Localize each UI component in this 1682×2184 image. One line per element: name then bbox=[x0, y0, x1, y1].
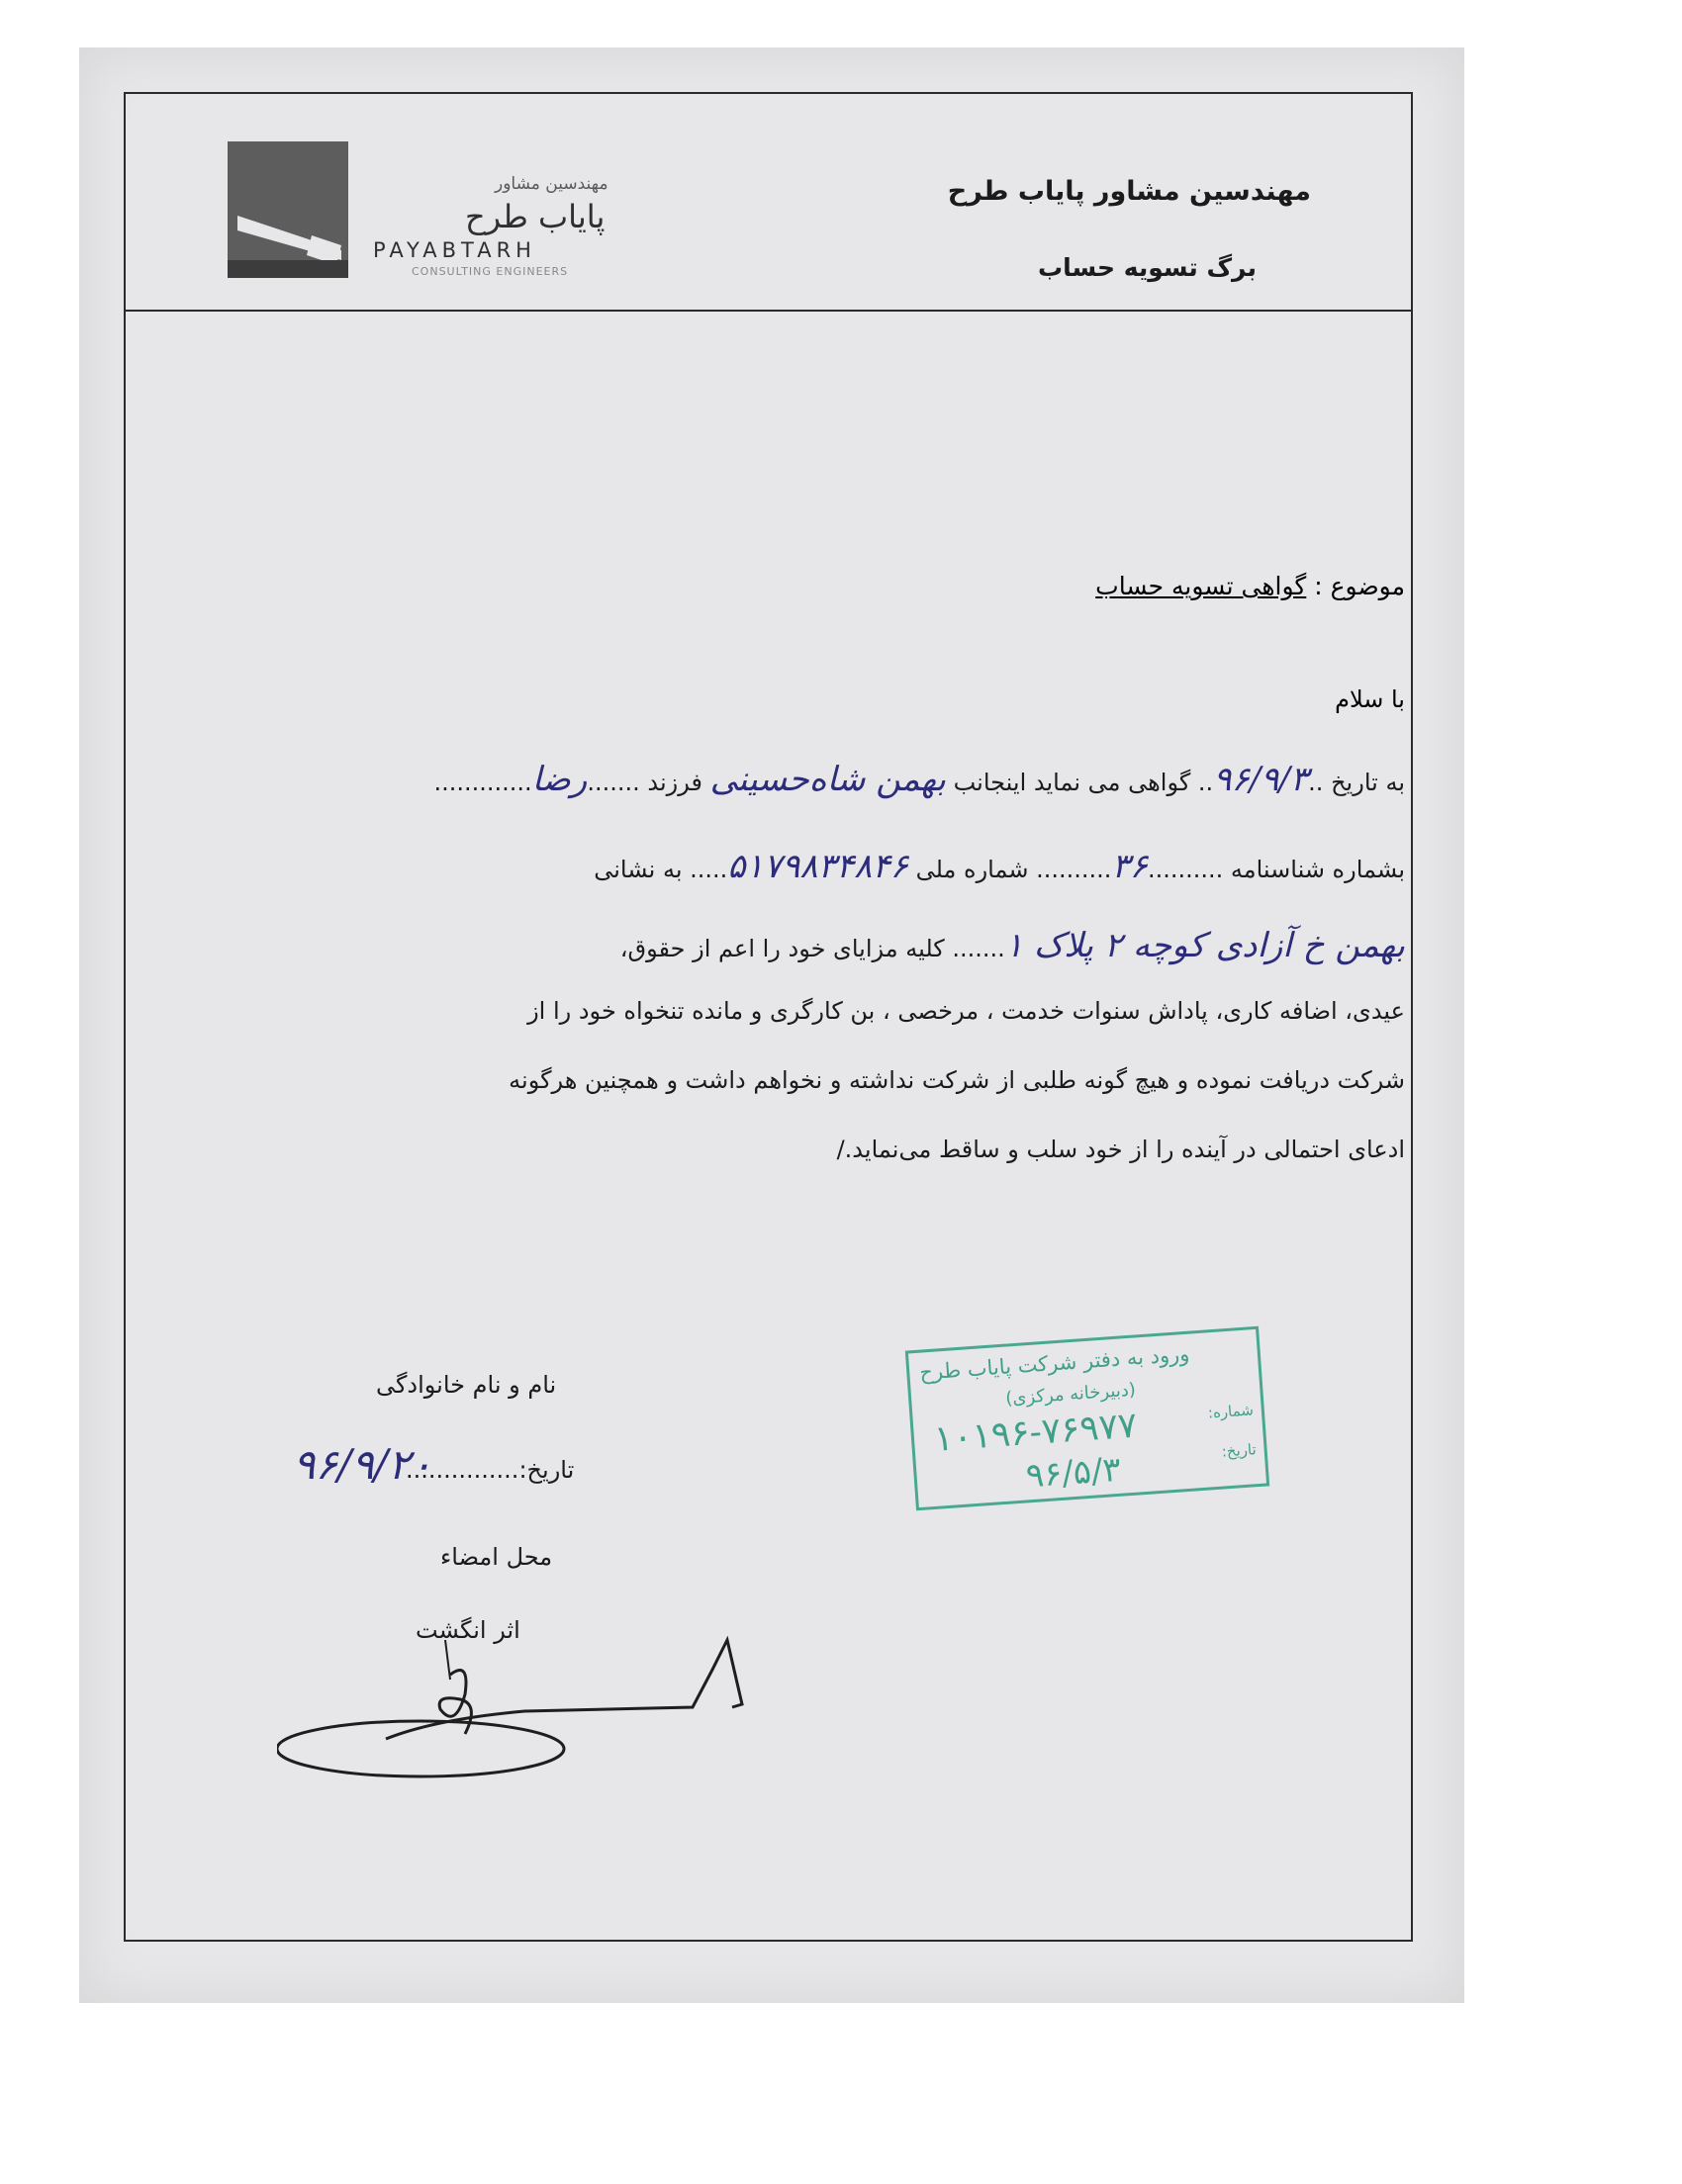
greeting: با سلام bbox=[1335, 685, 1405, 713]
body-line-3-text: کلیه مزایای خود را اعم از حقوق، bbox=[619, 935, 945, 962]
stamp-number: ۱۰۱۹۶-۷۶۹۷۷ bbox=[932, 1405, 1139, 1460]
handwritten-signature-icon bbox=[277, 1600, 871, 1778]
body-line-4: عیدی، اضافه کاری، پاداش سنوات خدمت ، مرخصی ، بن کارگری و مانده تنخواه خود را از bbox=[527, 997, 1405, 1025]
handwritten-id-number: ۳۶ bbox=[1111, 847, 1148, 886]
handwritten-signature-date: ۹۶/۹/۲۰ bbox=[293, 1440, 433, 1489]
logo-persian-name: پایاب طرح bbox=[465, 198, 606, 235]
signature-date-label: تاریخ:............... bbox=[406, 1456, 575, 1484]
form-title: برگ تسویه حساب bbox=[1038, 253, 1257, 282]
logo-english-name: PAYABTARH bbox=[373, 238, 536, 262]
subject-label: موضوع : bbox=[1314, 572, 1405, 600]
company-name: مهندسین مشاور پایاب طرح bbox=[947, 176, 1311, 207]
signature-place-label: محل امضاء bbox=[440, 1543, 553, 1571]
id-number-label: بشماره شناسنامه bbox=[1230, 856, 1405, 883]
stamp-date-label: تاریخ: bbox=[1221, 1440, 1258, 1461]
date-label: به تاریخ bbox=[1331, 769, 1405, 796]
body-line-6: ادعای احتمالی در آینده را از خود سلب و ساقط می‌نماید./ bbox=[836, 1136, 1405, 1163]
stamp-date: ۹۶/۵/۳ bbox=[1024, 1449, 1123, 1497]
handwritten-name: بهمن شاه‌حسینی bbox=[709, 760, 946, 799]
logo-persian-subtitle: مهندسین مشاور bbox=[495, 174, 608, 194]
handwritten-father-name: رضا bbox=[531, 760, 588, 799]
fingerprint-label: اثر انگشت bbox=[416, 1616, 520, 1644]
body-line-1: به تاریخ ..۹۶/۹/۳.. گواهی می نماید اینجانب بهمن شاه‌حسینی فرزند .......رضا............. bbox=[433, 760, 1405, 799]
child-of-label: فرزند bbox=[647, 769, 702, 796]
body-line-2: بشماره شناسنامه ..........۳۶.......... شماره ملی ۵۱۷۹۸۳۴۸۴۶..... به نشانی bbox=[594, 847, 1405, 886]
body-line-3: بهمن خ آزادی کوچه ۲ پلاک ۱....... کلیه مزایای خود را اعم از حقوق، bbox=[619, 926, 1405, 965]
header-divider bbox=[126, 310, 1411, 312]
logo-english-subtitle: CONSULTING ENGINEERS bbox=[412, 265, 569, 278]
scanned-page bbox=[79, 47, 1464, 2003]
stamp-title: ورود به دفتر شرکت پایاب طرح bbox=[918, 1341, 1191, 1385]
address-label: به نشانی bbox=[594, 856, 683, 883]
stamp-subtitle: (دبیرخانه مرکزی) bbox=[1004, 1379, 1137, 1410]
body-line-5: شرکت دریافت نموده و هیچ گونه طلبی از شرکت نداشته و نخواهم داشت و همچنین هرگونه bbox=[509, 1066, 1405, 1094]
subject-value: گواهی تسویه حساب bbox=[1095, 572, 1307, 600]
full-name-label: نام و نام خانوادگی bbox=[376, 1371, 557, 1399]
receipt-stamp bbox=[905, 1326, 1269, 1511]
subject-line bbox=[1095, 572, 1405, 600]
company-logo-icon bbox=[228, 141, 348, 278]
handwritten-date: ۹۶/۹/۳ bbox=[1213, 760, 1309, 799]
national-id-label: شماره ملی bbox=[915, 856, 1029, 883]
handwritten-address: بهمن خ آزادی کوچه ۲ پلاک ۱ bbox=[1004, 926, 1405, 965]
stamp-number-label: شماره: bbox=[1207, 1401, 1255, 1422]
handwritten-national-id: ۵۱۷۹۸۳۴۸۴۶ bbox=[727, 847, 908, 886]
certify-text: گواهی می نماید اینجانب bbox=[953, 769, 1191, 796]
